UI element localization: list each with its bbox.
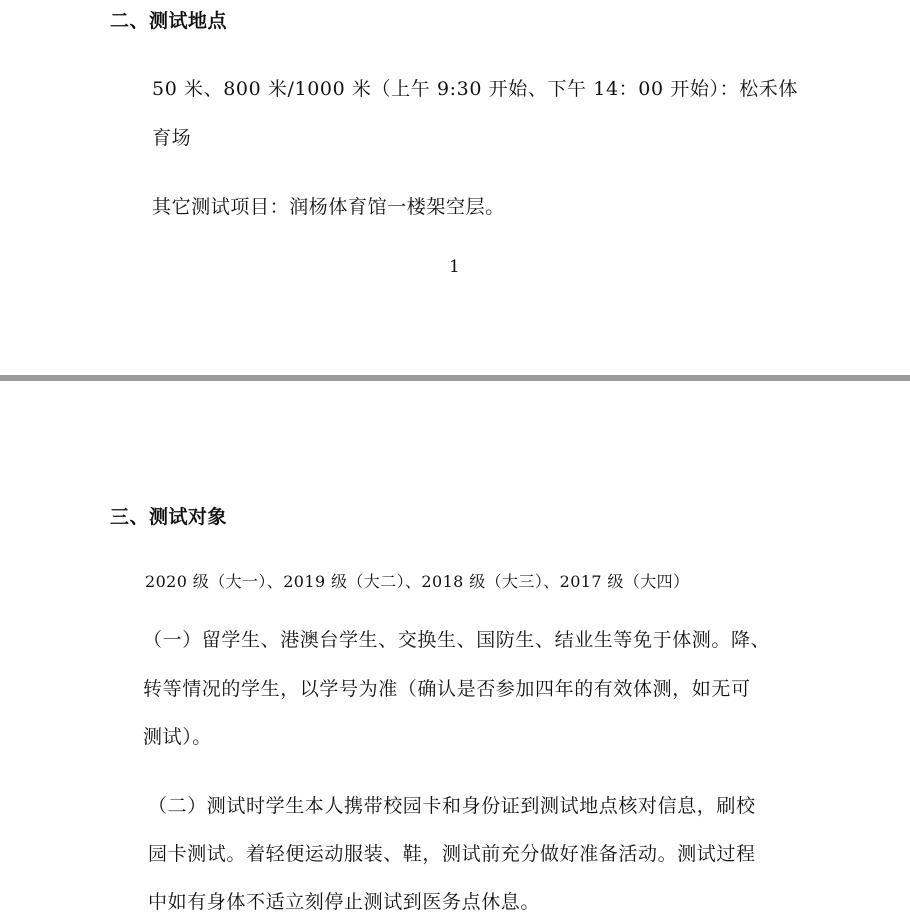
item-2-line-1: （二）测试时学生本人携带校园卡和身份证到测试地点核对信息，刷校 (148, 795, 756, 817)
document-page-2 (0, 381, 910, 912)
section-heading-test-subjects: 三、测试对象 (110, 506, 228, 528)
item-2-line-2: 园卡测试。着轻便运动服装、鞋，测试前充分做好准备活动。测试过程 (148, 843, 756, 865)
item-1-line-3: 测试）。 (143, 726, 212, 748)
grades-line: 2020 级（大一）、2019 级（大二）、2018 级（大三）、2017 级（大四） (145, 572, 690, 591)
other-items-location: 其它测试项目：润杨体育馆一楼架空层。 (152, 196, 505, 218)
location-text-line-1: 50 米、800 米/1000 米（上午 9:30 开始、下午 14：00 开始）：松禾体 (152, 78, 798, 100)
page-number: 1 (449, 257, 460, 277)
section-heading-test-location: 二、测试地点 (110, 10, 228, 32)
item-1-line-2: 转等情况的学生，以学号为准（确认是否参加四年的有效体测，如无可 (143, 678, 751, 700)
item-2-line-3: 中如有身体不适立刻停止测试到医务点休息。 (148, 891, 541, 913)
location-text-line-2: 育场 (152, 127, 192, 149)
item-1-line-1: （一）留学生、港澳台学生、交换生、国防生、结业生等免于体测。降、 (143, 629, 771, 651)
document-page-1 (0, 0, 910, 375)
